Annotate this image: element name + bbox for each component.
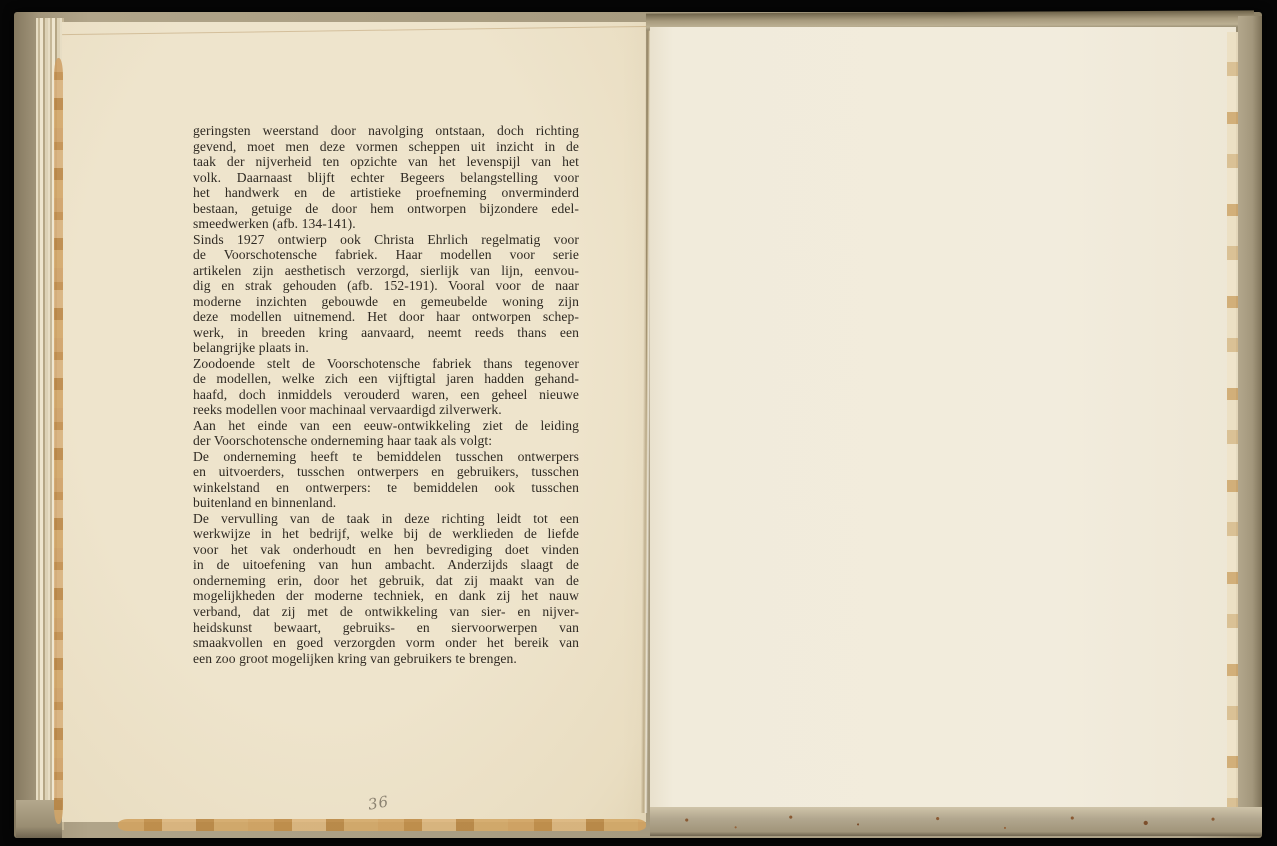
- text-line: dig en strak gehouden (afb. 152-191). Vooral voor de naar: [193, 278, 579, 294]
- text-line: de Voorschotensche fabriek. Haar modellen voor serie: [193, 247, 579, 263]
- text-line: Aan het einde van een eeuw-ontwikkeling ziet de leiding: [193, 417, 579, 433]
- text-line: bestaan, getuige de door hem ontworpen bijzondere edel-: [193, 200, 579, 216]
- text-line: de modellen, welke zich een vijftigtal jaren hadden gehand-: [193, 371, 579, 387]
- text-line: gevend, moet men deze vormen scheppen uit inzicht in de: [193, 138, 579, 154]
- text-line: geringsten weerstand door navolging ontstaan, doch richting: [193, 123, 579, 138]
- text-line: werk, in breeden kring aanvaard, neemt reeds thans een: [193, 324, 579, 340]
- left-page-deckle-edge: [54, 58, 63, 824]
- text-line: in de uitoefening van hun ambacht. Anderzijds slaagt de: [193, 557, 579, 573]
- right-page-blank: [650, 27, 1236, 809]
- paragraph: [193, 449, 579, 511]
- paragraph: [193, 511, 579, 666]
- text-block: [193, 123, 579, 666]
- text-line: mogelijkheden der moderne techniek, en dank zij het nauw: [193, 588, 579, 604]
- text-line: voor het vak onderhoudt en hen bevrediging doet vinden: [193, 541, 579, 557]
- text-line: smaakvollen en goed verzorgden vorm onder het bereik van: [193, 635, 579, 651]
- text-line: reeks modellen voor machinaal vervaardigd zilverwerk.: [193, 402, 502, 418]
- text-line: Zoodoende stelt de Voorschotensche fabriek thans tegenover: [193, 355, 579, 371]
- book-cover-bottom-edge-foxing: [650, 807, 1262, 836]
- text-line: haafd, doch inmiddels verouderd waren, een geheel nieuwe: [193, 386, 579, 402]
- text-line: der Voorschotensche onderneming haar taak als volgt:: [193, 433, 493, 449]
- paragraph: [193, 418, 579, 449]
- text-line: moderne inzichten gebouwde en gemeubelde woning zijn: [193, 293, 579, 309]
- text-line: en uitvoerders, tusschen ontwerpers en gebruikers, tusschen: [193, 464, 579, 480]
- paragraph: [193, 123, 579, 232]
- text-line: werkwijze in het bedrijf, welke bij de werklieden de liefde: [193, 526, 579, 542]
- paragraph: [193, 356, 579, 418]
- text-line: heidskunst bewaart, gebruiks- en siervoorwerpen van: [193, 619, 579, 635]
- text-line: belangrijke plaats in.: [193, 340, 309, 356]
- text-line: De onderneming heeft te bemiddelen tusschen ontwerpers: [193, 448, 579, 464]
- text-line: een zoo groot mogelijken kring van gebruikers te brengen.: [193, 650, 517, 666]
- text-line: winkelstand en ontwerpers: te bemiddelen ook tusschen: [193, 479, 579, 495]
- text-line: Sinds 1927 ontwierp ook Christa Ehrlich regelmatig voor: [193, 231, 579, 247]
- left-page-bottom-deckle-edge: [118, 819, 646, 831]
- text-line: taak der nijverheid ten opzichte van het levenspijl van het: [193, 154, 579, 170]
- text-line: artikelen zijn aesthetisch verzorgd, sierlijk van lijn, eenvou-: [193, 262, 579, 278]
- pencil-page-number: 36: [366, 792, 391, 814]
- text-line: De vervulling van de taak in deze richting leidt tot een: [193, 510, 579, 526]
- text-line: onderneming erin, door het gebruik, dat zij maakt van de: [193, 572, 579, 588]
- text-line: verband, dat zij met de ontwikkeling van sier- en nijver-: [193, 603, 579, 619]
- text-line: buitenland en binnenland.: [193, 495, 337, 511]
- text-line: smeedwerken (afb. 134-141).: [193, 216, 356, 232]
- right-page-deckle-edge: [1227, 32, 1238, 810]
- paragraph: [193, 232, 579, 356]
- text-line: deze modellen uitnemend. Het door haar ontworpen schep-: [193, 309, 579, 325]
- text-line: het handwerk en de artistieke proefneming onverminderd: [193, 185, 579, 201]
- book-cover-right-edge: [1238, 16, 1262, 834]
- text-line: volk. Daarnaast blijft echter Begeers belangstelling voor: [193, 169, 579, 185]
